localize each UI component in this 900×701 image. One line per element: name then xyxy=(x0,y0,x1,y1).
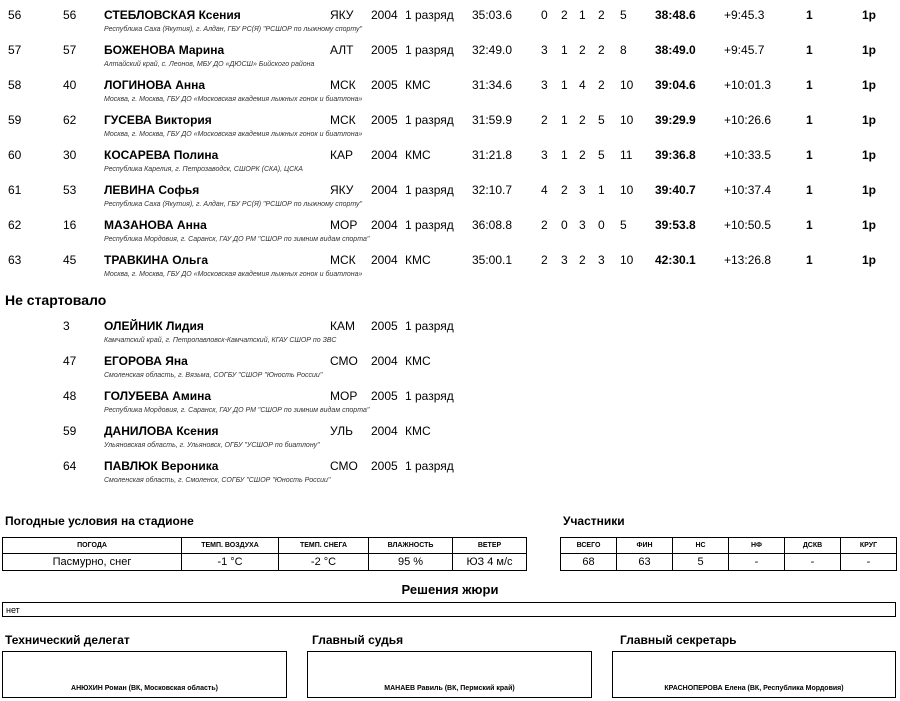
penalty-total: 10 xyxy=(620,183,634,197)
shooting-1: 0 xyxy=(541,8,548,22)
grade: 1р xyxy=(862,218,877,232)
time-gap: +10:37.4 xyxy=(724,183,772,197)
bib-number: 59 xyxy=(63,424,77,438)
place: 61 xyxy=(8,183,22,197)
shooting-4: 2 xyxy=(598,43,605,57)
table-row xyxy=(0,41,900,76)
bib-number: 40 xyxy=(63,78,77,92)
athlete-name: ЕГОРОВА Яна xyxy=(104,354,188,368)
club-info: Республика Мордовия, г. Саранск, ГАУ ДО РМ "СШОР по зимним видам спорта" xyxy=(104,236,370,243)
result-time: 38:49.0 xyxy=(655,43,696,57)
sport-rank: КМС xyxy=(405,354,431,368)
lap: 1 xyxy=(806,43,813,57)
result-time: 39:53.8 xyxy=(655,218,696,232)
penalty-total: 10 xyxy=(620,253,634,267)
birth-year: 2005 xyxy=(371,113,398,127)
weather-header-3: ВЛАЖНОСТЬ xyxy=(369,538,453,554)
grade: 1р xyxy=(862,113,877,127)
athlete-name: КОСАРЕВА Полина xyxy=(104,148,219,162)
time-gap: +10:50.5 xyxy=(724,218,772,232)
weather-header-4: ВЕТЕР xyxy=(453,538,527,554)
penalty-total: 10 xyxy=(620,113,634,127)
shooting-2: 1 xyxy=(561,43,568,57)
club-info: Республика Карелия, г. Петрозаводск, СШОРК (СКА), ЦСКА xyxy=(104,166,303,173)
table-row xyxy=(0,146,900,181)
time-gap: +9:45.3 xyxy=(724,8,765,22)
region-code: МСК xyxy=(330,113,356,127)
tech-delegate-title: Технический делегат xyxy=(5,633,130,647)
penalty-total: 5 xyxy=(620,8,627,22)
bib-number: 53 xyxy=(63,183,77,197)
bib-number: 3 xyxy=(63,319,70,333)
table-row xyxy=(0,6,900,41)
athlete-name: ДАНИЛОВА Ксения xyxy=(104,424,219,438)
dns-section-title: Не стартовало xyxy=(5,292,107,308)
bib-number: 56 xyxy=(63,8,77,22)
ski-time: 36:08.8 xyxy=(472,218,513,232)
grade: 1р xyxy=(862,43,877,57)
shooting-1: 3 xyxy=(541,148,548,162)
chief-judge-title: Главный судья xyxy=(312,633,404,647)
time-gap: +10:01.3 xyxy=(724,78,772,92)
time-gap: +13:26.8 xyxy=(724,253,772,267)
result-time: 39:36.8 xyxy=(655,148,696,162)
shooting-1: 2 xyxy=(541,113,548,127)
shooting-4: 3 xyxy=(598,253,605,267)
athlete-name: ТРАВКИНА Ольга xyxy=(104,253,209,267)
penalty-total: 10 xyxy=(620,78,634,92)
grade: 1р xyxy=(862,253,877,267)
birth-year: 2005 xyxy=(371,459,398,473)
region-code: СМО xyxy=(330,354,358,368)
sport-rank: 1 разряд xyxy=(405,113,454,127)
bib-number: 62 xyxy=(63,113,77,127)
sport-rank: 1 разряд xyxy=(405,218,454,232)
shooting-3: 2 xyxy=(579,253,586,267)
club-info: Республика Мордовия, г. Саранск, ГАУ ДО РМ "СШОР по зимним видам спорта" xyxy=(104,407,370,414)
region-code: МОР xyxy=(330,218,358,232)
sport-rank: 1 разряд xyxy=(405,183,454,197)
weather-value-2: -2 °C xyxy=(279,554,369,571)
bib-number: 30 xyxy=(63,148,77,162)
result-time: 42:30.1 xyxy=(655,253,696,267)
sport-rank: 1 разряд xyxy=(405,319,454,333)
penalty-total: 11 xyxy=(620,148,633,162)
shooting-2: 0 xyxy=(561,218,568,232)
birth-year: 2005 xyxy=(371,389,398,403)
shooting-2: 2 xyxy=(561,8,568,22)
jury-title: Решения жюри xyxy=(401,582,499,597)
region-code: ЯКУ xyxy=(330,8,354,22)
place: 63 xyxy=(8,253,22,267)
athlete-name: ЛЕВИНА Софья xyxy=(104,183,200,197)
region-code: ЯКУ xyxy=(330,183,354,197)
weather-value-3: 95 % xyxy=(369,554,453,571)
birth-year: 2004 xyxy=(371,148,398,162)
weather-header-0: ПОГОДА xyxy=(3,538,182,554)
club-info: Республика Саха (Якутия), г. Алдан, ГБУ РС(Я) "РСШОР по лыжному спорту" xyxy=(104,201,363,208)
table-row xyxy=(0,76,900,111)
birth-year: 2005 xyxy=(371,319,398,333)
bib-number: 64 xyxy=(63,459,77,473)
club-info: Республика Саха (Якутия), г. Алдан, ГБУ РС(Я) "РСШОР по лыжному спорту" xyxy=(104,26,363,33)
participants-value-row xyxy=(561,554,897,571)
time-gap: +10:33.5 xyxy=(724,148,772,162)
birth-year: 2005 xyxy=(371,43,398,57)
birth-year: 2004 xyxy=(371,354,398,368)
bib-number: 47 xyxy=(63,354,77,368)
region-code: АЛТ xyxy=(330,43,354,57)
shooting-2: 2 xyxy=(561,183,568,197)
region-code: МСК xyxy=(330,253,356,267)
grade: 1р xyxy=(862,183,877,197)
shooting-3: 2 xyxy=(579,148,586,162)
club-info: Смоленская область, г. Вязьма, СОГБУ "СШОР "Юность России" xyxy=(104,372,323,379)
bib-number: 48 xyxy=(63,389,77,403)
club-info: Москва, г. Москва, ГБУ ДО «Московская академия лыжных гонок и биатлона» xyxy=(104,96,363,103)
shooting-3: 2 xyxy=(579,43,586,57)
penalty-total: 5 xyxy=(620,218,627,232)
sport-rank: 1 разряд xyxy=(405,459,454,473)
table-row xyxy=(0,181,900,216)
weather-value-1: -1 °C xyxy=(182,554,279,571)
shooting-1: 4 xyxy=(541,183,548,197)
grade: 1р xyxy=(862,8,877,22)
athlete-name: СТЕБЛОВСКАЯ Ксения xyxy=(104,8,241,22)
place: 60 xyxy=(8,148,22,162)
list-item xyxy=(0,387,900,422)
lap: 1 xyxy=(806,183,813,197)
place: 59 xyxy=(8,113,22,127)
shooting-2: 1 xyxy=(561,78,568,92)
ski-time: 32:49.0 xyxy=(472,43,513,57)
weather-value-row xyxy=(3,554,527,571)
lap: 1 xyxy=(806,78,813,92)
lap: 1 xyxy=(806,253,813,267)
region-code: УЛЬ xyxy=(330,424,353,438)
shooting-1: 2 xyxy=(541,253,548,267)
shooting-4: 1 xyxy=(598,183,605,197)
club-info: Алтайский край, с. Леонов, МБУ ДО «ДЮСШ» Бийского района xyxy=(104,61,315,68)
weather-title: Погодные условия на стадионе xyxy=(5,514,194,528)
list-item xyxy=(0,457,900,492)
participants-header-row xyxy=(561,538,897,554)
penalty-total: 8 xyxy=(620,43,627,57)
sport-rank: КМС xyxy=(405,78,431,92)
shooting-1: 3 xyxy=(541,43,548,57)
birth-year: 2004 xyxy=(371,218,398,232)
ski-time: 32:10.7 xyxy=(472,183,513,197)
shooting-4: 0 xyxy=(598,218,605,232)
shooting-4: 2 xyxy=(598,78,605,92)
time-gap: +10:26.6 xyxy=(724,113,772,127)
shooting-4: 5 xyxy=(598,113,605,127)
sport-rank: КМС xyxy=(405,148,431,162)
shooting-2: 1 xyxy=(561,113,568,127)
bib-number: 16 xyxy=(63,218,77,232)
shooting-1: 3 xyxy=(541,78,548,92)
birth-year: 2005 xyxy=(371,78,398,92)
athlete-name: ГУСЕВА Виктория xyxy=(104,113,212,127)
shooting-3: 3 xyxy=(579,218,586,232)
shooting-4: 5 xyxy=(598,148,605,162)
result-time: 38:48.6 xyxy=(655,8,696,22)
shooting-3: 2 xyxy=(579,113,586,127)
participants-value-5: - xyxy=(841,554,897,571)
weather-header-row xyxy=(3,538,527,554)
ski-time: 31:59.9 xyxy=(472,113,513,127)
participants-header-0: ВСЕГО xyxy=(561,538,617,554)
weather-value-4: ЮЗ 4 м/с xyxy=(453,554,527,571)
region-code: МОР xyxy=(330,389,358,403)
lap: 1 xyxy=(806,218,813,232)
result-time: 39:29.9 xyxy=(655,113,696,127)
tech-delegate-signature: АНЮХИН Роман (ВК, Московская область) xyxy=(2,651,287,698)
shooting-4: 2 xyxy=(598,8,605,22)
shooting-2: 3 xyxy=(561,253,568,267)
shooting-1: 2 xyxy=(541,218,548,232)
region-code: КАМ xyxy=(330,319,355,333)
participants-header-1: ФИН xyxy=(617,538,673,554)
ski-time: 31:34.6 xyxy=(472,78,513,92)
place: 58 xyxy=(8,78,22,92)
shooting-3: 3 xyxy=(579,183,586,197)
birth-year: 2004 xyxy=(371,183,398,197)
place: 56 xyxy=(8,8,22,22)
lap: 1 xyxy=(806,113,813,127)
chief-judge-signature: МАНАЕВ Равиль (ВК, Пермский край) xyxy=(307,651,592,698)
sport-rank: КМС xyxy=(405,253,431,267)
participants-title: Участники xyxy=(563,514,625,528)
athlete-name: МАЗАНОВА Анна xyxy=(104,218,207,232)
athlete-name: ЛОГИНОВА Анна xyxy=(104,78,206,92)
list-item xyxy=(0,317,900,352)
shooting-3: 1 xyxy=(579,8,586,22)
jury-decision: нет xyxy=(2,602,896,617)
athlete-name: БОЖЕНОВА Марина xyxy=(104,43,225,57)
participants-header-4: ДСКВ xyxy=(785,538,841,554)
lap: 1 xyxy=(806,8,813,22)
club-info: Камчатский край, г. Петропавловск-Камчатский, КГАУ СШОР по ЗВС xyxy=(104,337,337,344)
lap: 1 xyxy=(806,148,813,162)
athlete-name: ОЛЕЙНИК Лидия xyxy=(104,319,204,333)
time-gap: +9:45.7 xyxy=(724,43,765,57)
table-row xyxy=(0,111,900,146)
sport-rank: 1 разряд xyxy=(405,8,454,22)
region-code: МСК xyxy=(330,78,356,92)
weather-header-1: ТЕМП. ВОЗДУХА xyxy=(182,538,279,554)
participants-value-4: - xyxy=(785,554,841,571)
table-row xyxy=(0,216,900,251)
participants-table xyxy=(560,537,897,571)
birth-year: 2004 xyxy=(371,8,398,22)
place: 57 xyxy=(8,43,22,57)
list-item xyxy=(0,352,900,387)
bib-number: 57 xyxy=(63,43,77,57)
club-info: Москва, г. Москва, ГБУ ДО «Московская академия лыжных гонок и биатлона» xyxy=(104,131,363,138)
birth-year: 2004 xyxy=(371,424,398,438)
chief-secretary-signature: КРАСНОПЕРОВА Елена (ВК, Республика Мордовия) xyxy=(612,651,896,698)
participants-header-3: НФ xyxy=(729,538,785,554)
birth-year: 2004 xyxy=(371,253,398,267)
ski-time: 31:21.8 xyxy=(472,148,513,162)
bib-number: 45 xyxy=(63,253,77,267)
sport-rank: 1 разряд xyxy=(405,43,454,57)
club-info: Ульяновская область, г. Ульяновск, ОГБУ "УСШОР по биатлону" xyxy=(104,442,320,449)
participants-value-2: 5 xyxy=(673,554,729,571)
participants-value-0: 68 xyxy=(561,554,617,571)
ski-time: 35:00.1 xyxy=(472,253,513,267)
result-time: 39:04.6 xyxy=(655,78,696,92)
sport-rank: КМС xyxy=(405,424,431,438)
athlete-name: ПАВЛЮК Вероника xyxy=(104,459,219,473)
sport-rank: 1 разряд xyxy=(405,389,454,403)
club-info: Москва, г. Москва, ГБУ ДО «Московская академия лыжных гонок и биатлона» xyxy=(104,271,363,278)
participants-header-5: КРУГ xyxy=(841,538,897,554)
shooting-3: 4 xyxy=(579,78,586,92)
place: 62 xyxy=(8,218,22,232)
shooting-2: 1 xyxy=(561,148,568,162)
weather-value-0: Пасмурно, снег xyxy=(3,554,182,571)
grade: 1р xyxy=(862,78,877,92)
weather-table xyxy=(2,537,527,571)
club-info: Смоленская область, г. Смоленск, СОГБУ "СШОР "Юность России" xyxy=(104,477,331,484)
participants-header-2: НС xyxy=(673,538,729,554)
list-item xyxy=(0,422,900,457)
athlete-name: ГОЛУБЕВА Амина xyxy=(104,389,212,403)
chief-secretary-title: Главный секретарь xyxy=(620,633,737,647)
region-code: КАР xyxy=(330,148,353,162)
result-time: 39:40.7 xyxy=(655,183,696,197)
region-code: СМО xyxy=(330,459,358,473)
table-row xyxy=(0,251,900,286)
participants-value-3: - xyxy=(729,554,785,571)
weather-header-2: ТЕМП. СНЕГА xyxy=(279,538,369,554)
grade: 1р xyxy=(862,148,877,162)
participants-value-1: 63 xyxy=(617,554,673,571)
ski-time: 35:03.6 xyxy=(472,8,513,22)
